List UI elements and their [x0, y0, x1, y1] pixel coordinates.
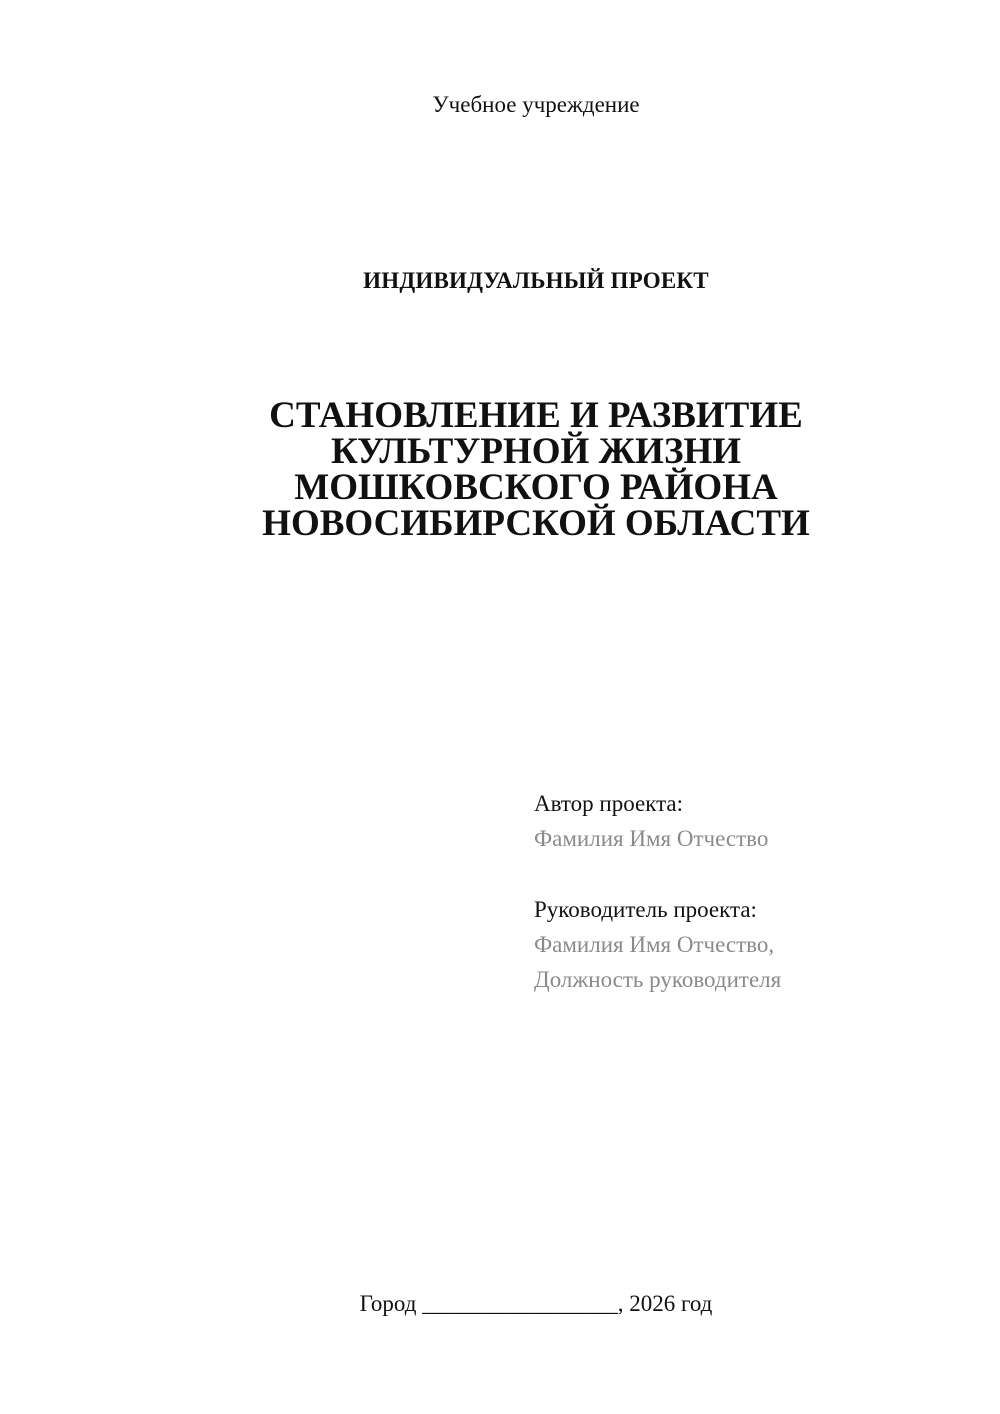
project-title — [0, 395, 1000, 544]
project-title-line: КУЛЬТУРНОЙ ЖИЗНИ — [330, 431, 742, 472]
author-label: Автор проекта: — [534, 791, 683, 816]
supervisor-position: Должность руководителя — [534, 967, 782, 992]
project-title-line: МОШКОВСКОГО РАЙОНА — [294, 467, 778, 508]
project-title-line: СТАНОВЛЕНИЕ И РАЗВИТИЕ — [269, 395, 803, 436]
institution-name: Учебное учреждение — [432, 92, 640, 117]
author-block — [534, 786, 768, 856]
supervisor-label: Руководитель проекта: — [534, 897, 757, 922]
author-name: Фамилия Имя Отчество — [534, 826, 769, 851]
supervisor-block — [534, 892, 781, 997]
city-year-footer: Город _________________, 2026 год — [359, 1291, 713, 1316]
project-title-line: НОВОСИБИРСКОЙ ОБЛАСТИ — [262, 503, 810, 544]
supervisor-name: Фамилия Имя Отчество, — [534, 932, 775, 957]
project-type-heading: ИНДИВИДУАЛЬНЫЙ ПРОЕКТ — [363, 268, 709, 293]
